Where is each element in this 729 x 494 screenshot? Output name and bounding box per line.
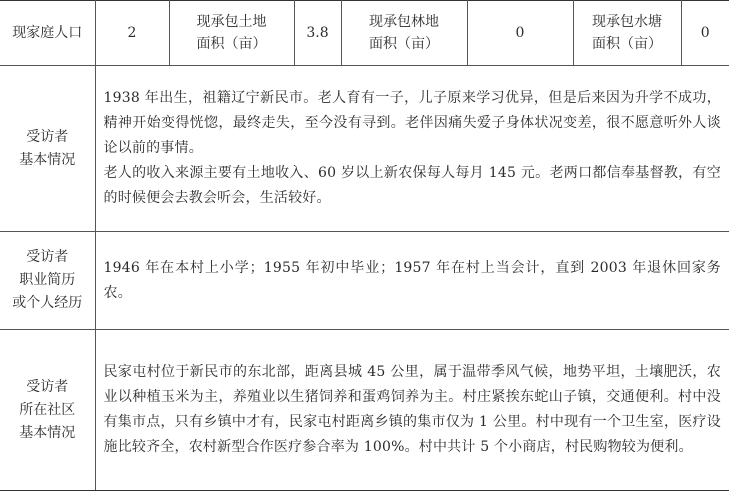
household-size-label: 现家庭人口 xyxy=(0,1,95,66)
career-history-heading: 受访者 职业简历 或个人经历 xyxy=(0,232,95,330)
basic-info-row xyxy=(0,66,729,232)
contracted-forest-label-text: 现承包林地 面积（亩） xyxy=(369,14,439,52)
contracted-pond-value: 0 xyxy=(681,1,729,66)
contracted-land-label-text: 现承包土地 面积（亩） xyxy=(196,14,267,52)
career-history-content xyxy=(95,232,729,330)
contracted-forest-value: 0 xyxy=(467,1,573,66)
summary-row xyxy=(0,1,729,66)
community-info-paragraph: 民家屯村位于新民市的东北部，距离县城 45 公里，属于温带季风气候，地势平坦，土壤肥沃，农业以种植玉米为主，养殖业以生猪饲养和蛋鸡饲养为主。村庄紧挨东蛇山子镇，交通便利。村中没有集市点，只有乡镇中才有，民家屯村距离乡镇的集市仅为 1 公里。村中现有一个卫生室，医疗设施比较齐全，农村新型合作医疗参合率为 100%。村中共计 5 个小商店，村民购物较为便利。 xyxy=(103,364,721,455)
basic-info-heading: 受访者 基本情况 xyxy=(0,66,95,232)
contracted-land-value: 3.8 xyxy=(294,1,341,66)
basic-info-paragraph: 1938 年出生，祖籍辽宁新民市。老人育有一子，儿子原来学习优异，但是后来因为升学不成功，精神开始变得恍惚，最终走失，至今没有寻到。老伴因痛失爱子身体状况变差，很不愿意听外人谈论以前的事情。 xyxy=(103,90,721,156)
basic-info-paragraph: 老人的收入来源主要有土地收入、60 岁以上新农保每人每月 145 元。老两口都信奉基督教，有空的时候便会去教会听会，生活较好。 xyxy=(103,165,721,206)
contracted-pond-label xyxy=(573,1,681,66)
career-history-paragraph: 1946 年在本村上小学；1955 年初中毕业；1957 年在村上当会计，直到 2003 年退休回家务农。 xyxy=(103,259,721,301)
community-info-content xyxy=(95,330,729,491)
basic-info-content xyxy=(95,66,729,232)
contracted-pond-label-text: 现承包水塘 面积（亩） xyxy=(592,14,662,52)
contracted-forest-label xyxy=(341,1,467,66)
contracted-land-label xyxy=(169,1,294,66)
career-history-row xyxy=(0,232,729,330)
community-info-heading: 受访者 所在社区 基本情况 xyxy=(0,330,95,491)
household-size-value: 2 xyxy=(95,1,169,66)
community-info-row xyxy=(0,330,729,491)
